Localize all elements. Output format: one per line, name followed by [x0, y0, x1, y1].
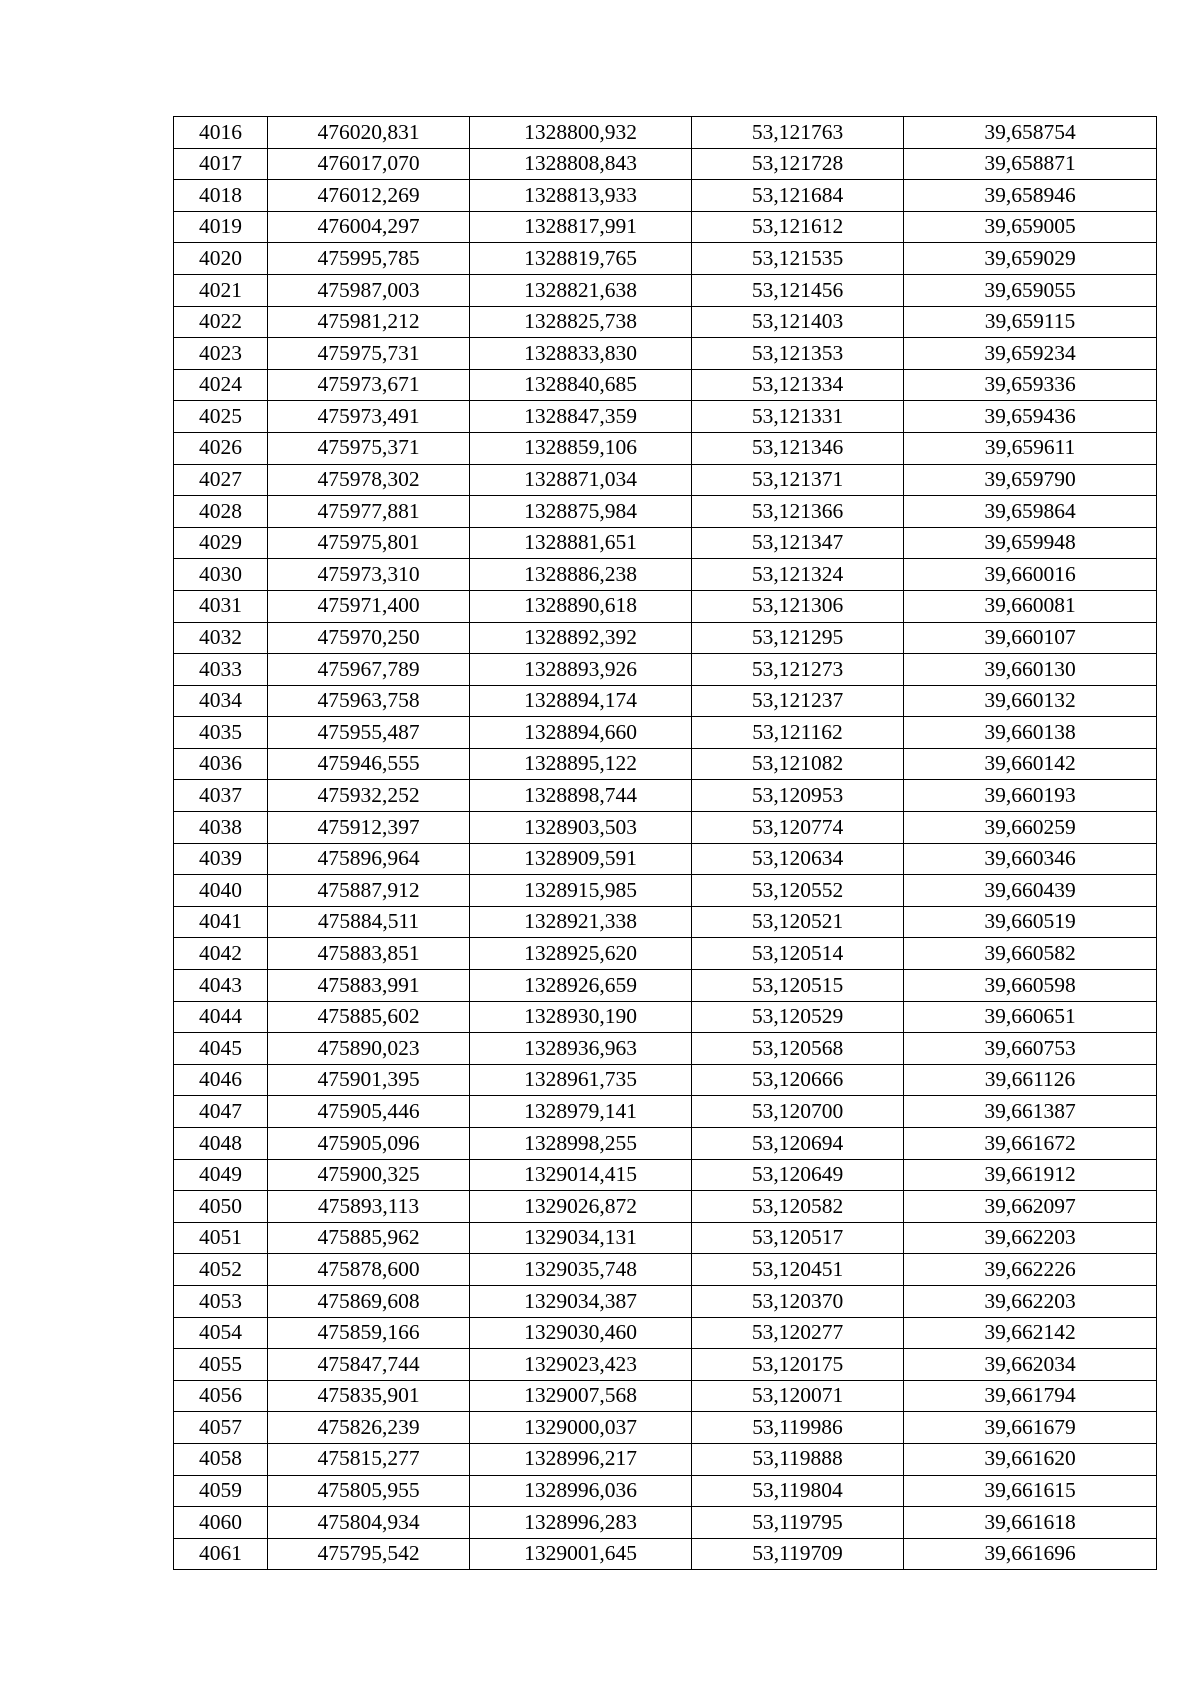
table-row	[174, 1475, 1157, 1507]
latitude-cell: 53,119795	[692, 1507, 904, 1539]
x-coordinate-cell: 475967,789	[268, 654, 470, 686]
point-number-cell: 4061	[174, 1538, 268, 1570]
table-row	[174, 1033, 1157, 1065]
point-number-cell: 4055	[174, 1349, 268, 1381]
table-row	[174, 780, 1157, 812]
y-coordinate-cell: 1328925,620	[470, 938, 692, 970]
point-number-cell: 4028	[174, 496, 268, 528]
longitude-cell: 39,660132	[904, 685, 1157, 717]
point-number-cell: 4031	[174, 590, 268, 622]
point-number-cell: 4052	[174, 1254, 268, 1286]
x-coordinate-cell: 475946,555	[268, 748, 470, 780]
table-row	[174, 1254, 1157, 1286]
y-coordinate-cell: 1328895,122	[470, 748, 692, 780]
longitude-cell: 39,661620	[904, 1443, 1157, 1475]
x-coordinate-cell: 475977,881	[268, 496, 470, 528]
point-number-cell: 4043	[174, 970, 268, 1002]
point-number-cell: 4046	[174, 1064, 268, 1096]
x-coordinate-cell: 475878,600	[268, 1254, 470, 1286]
point-number-cell: 4026	[174, 432, 268, 464]
table-row	[174, 211, 1157, 243]
y-coordinate-cell: 1328961,735	[470, 1064, 692, 1096]
latitude-cell: 53,121612	[692, 211, 904, 243]
x-coordinate-cell: 475912,397	[268, 812, 470, 844]
x-coordinate-cell: 475955,487	[268, 717, 470, 749]
longitude-cell: 39,659864	[904, 496, 1157, 528]
x-coordinate-cell: 475981,212	[268, 306, 470, 338]
x-coordinate-cell: 475893,113	[268, 1191, 470, 1223]
longitude-cell: 39,659336	[904, 369, 1157, 401]
x-coordinate-cell: 475826,239	[268, 1412, 470, 1444]
longitude-cell: 39,662226	[904, 1254, 1157, 1286]
x-coordinate-cell: 475971,400	[268, 590, 470, 622]
latitude-cell: 53,120521	[692, 906, 904, 938]
latitude-cell: 53,120175	[692, 1349, 904, 1381]
point-number-cell: 4042	[174, 938, 268, 970]
x-coordinate-cell: 475905,446	[268, 1096, 470, 1128]
y-coordinate-cell: 1328915,985	[470, 875, 692, 907]
latitude-cell: 53,121295	[692, 622, 904, 654]
latitude-cell: 53,119888	[692, 1443, 904, 1475]
table-row	[174, 496, 1157, 528]
point-number-cell: 4054	[174, 1317, 268, 1349]
longitude-cell: 39,660753	[904, 1033, 1157, 1065]
longitude-cell: 39,661794	[904, 1380, 1157, 1412]
x-coordinate-cell: 475883,851	[268, 938, 470, 970]
latitude-cell: 53,121082	[692, 748, 904, 780]
x-coordinate-cell: 476017,070	[268, 148, 470, 180]
longitude-cell: 39,661618	[904, 1507, 1157, 1539]
latitude-cell: 53,120514	[692, 938, 904, 970]
latitude-cell: 53,120700	[692, 1096, 904, 1128]
latitude-cell: 53,120515	[692, 970, 904, 1002]
y-coordinate-cell: 1328825,738	[470, 306, 692, 338]
point-number-cell: 4017	[174, 148, 268, 180]
longitude-cell: 39,659234	[904, 338, 1157, 370]
point-number-cell: 4027	[174, 464, 268, 496]
table-row	[174, 1191, 1157, 1223]
latitude-cell: 53,120277	[692, 1317, 904, 1349]
table-row	[174, 274, 1157, 306]
latitude-cell: 53,121162	[692, 717, 904, 749]
y-coordinate-cell: 1329034,131	[470, 1222, 692, 1254]
latitude-cell: 53,119986	[692, 1412, 904, 1444]
point-number-cell: 4040	[174, 875, 268, 907]
table-row	[174, 401, 1157, 433]
point-number-cell: 4036	[174, 748, 268, 780]
longitude-cell: 39,660142	[904, 748, 1157, 780]
y-coordinate-cell: 1328894,174	[470, 685, 692, 717]
x-coordinate-cell: 475987,003	[268, 274, 470, 306]
longitude-cell: 39,660519	[904, 906, 1157, 938]
longitude-cell: 39,660259	[904, 812, 1157, 844]
y-coordinate-cell: 1328930,190	[470, 1001, 692, 1033]
latitude-cell: 53,120666	[692, 1064, 904, 1096]
x-coordinate-cell: 475932,252	[268, 780, 470, 812]
table-row	[174, 906, 1157, 938]
longitude-cell: 39,660081	[904, 590, 1157, 622]
table-row	[174, 748, 1157, 780]
point-number-cell: 4033	[174, 654, 268, 686]
y-coordinate-cell: 1328890,618	[470, 590, 692, 622]
latitude-cell: 53,121684	[692, 180, 904, 212]
x-coordinate-cell: 475885,602	[268, 1001, 470, 1033]
table-row	[174, 1064, 1157, 1096]
point-number-cell: 4030	[174, 559, 268, 591]
longitude-cell: 39,660193	[904, 780, 1157, 812]
point-number-cell: 4016	[174, 117, 268, 149]
table-row	[174, 1412, 1157, 1444]
latitude-cell: 53,121273	[692, 654, 904, 686]
point-number-cell: 4044	[174, 1001, 268, 1033]
x-coordinate-cell: 475973,310	[268, 559, 470, 591]
table-row	[174, 180, 1157, 212]
table-row	[174, 527, 1157, 559]
longitude-cell: 39,658871	[904, 148, 1157, 180]
x-coordinate-cell: 475884,511	[268, 906, 470, 938]
y-coordinate-cell: 1328871,034	[470, 464, 692, 496]
x-coordinate-cell: 476020,831	[268, 117, 470, 149]
longitude-cell: 39,658946	[904, 180, 1157, 212]
latitude-cell: 53,120953	[692, 780, 904, 812]
point-number-cell: 4022	[174, 306, 268, 338]
longitude-cell: 39,659005	[904, 211, 1157, 243]
table-row	[174, 559, 1157, 591]
point-number-cell: 4019	[174, 211, 268, 243]
point-number-cell: 4018	[174, 180, 268, 212]
y-coordinate-cell: 1329023,423	[470, 1349, 692, 1381]
x-coordinate-cell: 475883,991	[268, 970, 470, 1002]
point-number-cell: 4029	[174, 527, 268, 559]
y-coordinate-cell: 1328996,036	[470, 1475, 692, 1507]
y-coordinate-cell: 1329014,415	[470, 1159, 692, 1191]
longitude-cell: 39,660598	[904, 970, 1157, 1002]
table-row	[174, 1096, 1157, 1128]
table-row	[174, 1507, 1157, 1539]
longitude-cell: 39,661615	[904, 1475, 1157, 1507]
coordinates-table-body	[174, 117, 1157, 1570]
latitude-cell: 53,120517	[692, 1222, 904, 1254]
table-row	[174, 1443, 1157, 1475]
point-number-cell: 4049	[174, 1159, 268, 1191]
latitude-cell: 53,120451	[692, 1254, 904, 1286]
longitude-cell: 39,660439	[904, 875, 1157, 907]
latitude-cell: 53,120582	[692, 1191, 904, 1223]
table-row	[174, 1349, 1157, 1381]
y-coordinate-cell: 1328875,984	[470, 496, 692, 528]
y-coordinate-cell: 1328893,926	[470, 654, 692, 686]
latitude-cell: 53,120568	[692, 1033, 904, 1065]
longitude-cell: 39,659948	[904, 527, 1157, 559]
x-coordinate-cell: 475975,801	[268, 527, 470, 559]
y-coordinate-cell: 1329001,645	[470, 1538, 692, 1570]
longitude-cell: 39,659611	[904, 432, 1157, 464]
table-row	[174, 369, 1157, 401]
point-number-cell: 4056	[174, 1380, 268, 1412]
point-number-cell: 4060	[174, 1507, 268, 1539]
x-coordinate-cell: 475995,785	[268, 243, 470, 275]
y-coordinate-cell: 1328909,591	[470, 843, 692, 875]
latitude-cell: 53,121347	[692, 527, 904, 559]
point-number-cell: 4048	[174, 1128, 268, 1160]
table-row	[174, 590, 1157, 622]
x-coordinate-cell: 475804,934	[268, 1507, 470, 1539]
x-coordinate-cell: 475847,744	[268, 1349, 470, 1381]
x-coordinate-cell: 475859,166	[268, 1317, 470, 1349]
latitude-cell: 53,121728	[692, 148, 904, 180]
longitude-cell: 39,659055	[904, 274, 1157, 306]
point-number-cell: 4032	[174, 622, 268, 654]
x-coordinate-cell: 475975,371	[268, 432, 470, 464]
latitude-cell: 53,121763	[692, 117, 904, 149]
table-row	[174, 1222, 1157, 1254]
longitude-cell: 39,660107	[904, 622, 1157, 654]
table-row	[174, 685, 1157, 717]
longitude-cell: 39,662034	[904, 1349, 1157, 1381]
point-number-cell: 4023	[174, 338, 268, 370]
y-coordinate-cell: 1328892,392	[470, 622, 692, 654]
latitude-cell: 53,121456	[692, 274, 904, 306]
latitude-cell: 53,121403	[692, 306, 904, 338]
point-number-cell: 4021	[174, 274, 268, 306]
x-coordinate-cell: 476004,297	[268, 211, 470, 243]
point-number-cell: 4037	[174, 780, 268, 812]
longitude-cell: 39,659115	[904, 306, 1157, 338]
longitude-cell: 39,662142	[904, 1317, 1157, 1349]
table-row	[174, 812, 1157, 844]
x-coordinate-cell: 475970,250	[268, 622, 470, 654]
x-coordinate-cell: 475887,912	[268, 875, 470, 907]
y-coordinate-cell: 1328833,830	[470, 338, 692, 370]
latitude-cell: 53,120529	[692, 1001, 904, 1033]
longitude-cell: 39,660130	[904, 654, 1157, 686]
x-coordinate-cell: 475900,325	[268, 1159, 470, 1191]
x-coordinate-cell: 475905,096	[268, 1128, 470, 1160]
latitude-cell: 53,121371	[692, 464, 904, 496]
y-coordinate-cell: 1328903,503	[470, 812, 692, 844]
y-coordinate-cell: 1328821,638	[470, 274, 692, 306]
y-coordinate-cell: 1328817,991	[470, 211, 692, 243]
longitude-cell: 39,658754	[904, 117, 1157, 149]
point-number-cell: 4035	[174, 717, 268, 749]
point-number-cell: 4045	[174, 1033, 268, 1065]
point-number-cell: 4059	[174, 1475, 268, 1507]
table-row	[174, 148, 1157, 180]
y-coordinate-cell: 1328926,659	[470, 970, 692, 1002]
y-coordinate-cell: 1328808,843	[470, 148, 692, 180]
latitude-cell: 53,120694	[692, 1128, 904, 1160]
x-coordinate-cell: 475963,758	[268, 685, 470, 717]
y-coordinate-cell: 1328998,255	[470, 1128, 692, 1160]
longitude-cell: 39,662097	[904, 1191, 1157, 1223]
table-row	[174, 1001, 1157, 1033]
point-number-cell: 4051	[174, 1222, 268, 1254]
y-coordinate-cell: 1329000,037	[470, 1412, 692, 1444]
table-row	[174, 654, 1157, 686]
latitude-cell: 53,121331	[692, 401, 904, 433]
y-coordinate-cell: 1328847,359	[470, 401, 692, 433]
y-coordinate-cell: 1328800,932	[470, 117, 692, 149]
latitude-cell: 53,119804	[692, 1475, 904, 1507]
point-number-cell: 4025	[174, 401, 268, 433]
latitude-cell: 53,121324	[692, 559, 904, 591]
table-row	[174, 1128, 1157, 1160]
table-row	[174, 306, 1157, 338]
table-row	[174, 1317, 1157, 1349]
y-coordinate-cell: 1328881,651	[470, 527, 692, 559]
table-row	[174, 117, 1157, 149]
table-row	[174, 1285, 1157, 1317]
longitude-cell: 39,661387	[904, 1096, 1157, 1128]
x-coordinate-cell: 475835,901	[268, 1380, 470, 1412]
x-coordinate-cell: 476012,269	[268, 180, 470, 212]
latitude-cell: 53,121306	[692, 590, 904, 622]
table-row	[174, 843, 1157, 875]
point-number-cell: 4039	[174, 843, 268, 875]
x-coordinate-cell: 475901,395	[268, 1064, 470, 1096]
y-coordinate-cell: 1328840,685	[470, 369, 692, 401]
point-number-cell: 4020	[174, 243, 268, 275]
longitude-cell: 39,662203	[904, 1285, 1157, 1317]
coordinates-table	[173, 116, 1157, 1570]
latitude-cell: 53,119709	[692, 1538, 904, 1570]
table-row	[174, 875, 1157, 907]
table-row	[174, 970, 1157, 1002]
latitude-cell: 53,121334	[692, 369, 904, 401]
point-number-cell: 4047	[174, 1096, 268, 1128]
point-number-cell: 4024	[174, 369, 268, 401]
latitude-cell: 53,121535	[692, 243, 904, 275]
latitude-cell: 53,121237	[692, 685, 904, 717]
y-coordinate-cell: 1328886,238	[470, 559, 692, 591]
table-row	[174, 432, 1157, 464]
table-row	[174, 938, 1157, 970]
table-row	[174, 464, 1157, 496]
latitude-cell: 53,120071	[692, 1380, 904, 1412]
x-coordinate-cell: 475885,962	[268, 1222, 470, 1254]
longitude-cell: 39,660582	[904, 938, 1157, 970]
y-coordinate-cell: 1328894,660	[470, 717, 692, 749]
point-number-cell: 4058	[174, 1443, 268, 1475]
longitude-cell: 39,661696	[904, 1538, 1157, 1570]
table-row	[174, 717, 1157, 749]
longitude-cell: 39,661912	[904, 1159, 1157, 1191]
point-number-cell: 4041	[174, 906, 268, 938]
y-coordinate-cell: 1328996,283	[470, 1507, 692, 1539]
latitude-cell: 53,120774	[692, 812, 904, 844]
longitude-cell: 39,660651	[904, 1001, 1157, 1033]
x-coordinate-cell: 475805,955	[268, 1475, 470, 1507]
latitude-cell: 53,121353	[692, 338, 904, 370]
y-coordinate-cell: 1329026,872	[470, 1191, 692, 1223]
y-coordinate-cell: 1328898,744	[470, 780, 692, 812]
point-number-cell: 4053	[174, 1285, 268, 1317]
longitude-cell: 39,659790	[904, 464, 1157, 496]
longitude-cell: 39,662203	[904, 1222, 1157, 1254]
point-number-cell: 4050	[174, 1191, 268, 1223]
longitude-cell: 39,660138	[904, 717, 1157, 749]
longitude-cell: 39,660346	[904, 843, 1157, 875]
latitude-cell: 53,121346	[692, 432, 904, 464]
point-number-cell: 4038	[174, 812, 268, 844]
x-coordinate-cell: 475978,302	[268, 464, 470, 496]
x-coordinate-cell: 475869,608	[268, 1285, 470, 1317]
y-coordinate-cell: 1328859,106	[470, 432, 692, 464]
latitude-cell: 53,120634	[692, 843, 904, 875]
y-coordinate-cell: 1329007,568	[470, 1380, 692, 1412]
x-coordinate-cell: 475973,671	[268, 369, 470, 401]
table-row	[174, 1159, 1157, 1191]
table-row	[174, 1380, 1157, 1412]
longitude-cell: 39,661672	[904, 1128, 1157, 1160]
x-coordinate-cell: 475973,491	[268, 401, 470, 433]
point-number-cell: 4034	[174, 685, 268, 717]
x-coordinate-cell: 475890,023	[268, 1033, 470, 1065]
y-coordinate-cell: 1328996,217	[470, 1443, 692, 1475]
y-coordinate-cell: 1328819,765	[470, 243, 692, 275]
y-coordinate-cell: 1328813,933	[470, 180, 692, 212]
y-coordinate-cell: 1329034,387	[470, 1285, 692, 1317]
longitude-cell: 39,659436	[904, 401, 1157, 433]
latitude-cell: 53,120649	[692, 1159, 904, 1191]
table-row	[174, 243, 1157, 275]
latitude-cell: 53,121366	[692, 496, 904, 528]
x-coordinate-cell: 475795,542	[268, 1538, 470, 1570]
x-coordinate-cell: 475975,731	[268, 338, 470, 370]
longitude-cell: 39,661679	[904, 1412, 1157, 1444]
table-row	[174, 1538, 1157, 1570]
table-row	[174, 622, 1157, 654]
x-coordinate-cell: 475896,964	[268, 843, 470, 875]
latitude-cell: 53,120370	[692, 1285, 904, 1317]
x-coordinate-cell: 475815,277	[268, 1443, 470, 1475]
y-coordinate-cell: 1329035,748	[470, 1254, 692, 1286]
table-row	[174, 338, 1157, 370]
latitude-cell: 53,120552	[692, 875, 904, 907]
y-coordinate-cell: 1328936,963	[470, 1033, 692, 1065]
longitude-cell: 39,660016	[904, 559, 1157, 591]
y-coordinate-cell: 1329030,460	[470, 1317, 692, 1349]
y-coordinate-cell: 1328979,141	[470, 1096, 692, 1128]
y-coordinate-cell: 1328921,338	[470, 906, 692, 938]
longitude-cell: 39,659029	[904, 243, 1157, 275]
point-number-cell: 4057	[174, 1412, 268, 1444]
longitude-cell: 39,661126	[904, 1064, 1157, 1096]
